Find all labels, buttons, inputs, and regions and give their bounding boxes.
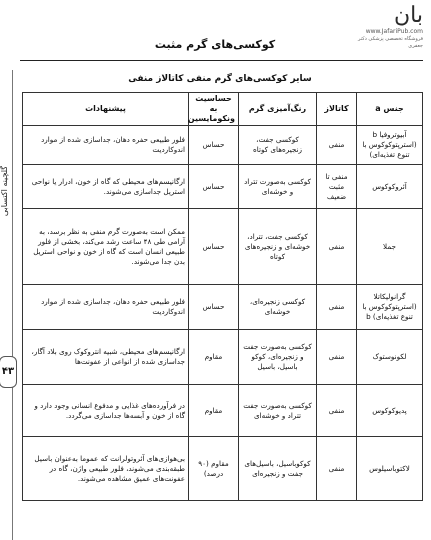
cell-genus: پدیوکوکوس — [357, 385, 423, 437]
cell-genus: آئروکوکوس — [357, 165, 423, 209]
cell-notes: بی‌هوازی‌های آئروتولرانت که عموما به‌عنوان باسیل طبقه‌بندی می‌شوند، فلور طبیعی واژن، گاه در عفونت‌های عمیق مشاهده می‌شوند. — [23, 437, 189, 501]
cell-gram: کوکسی جفت، تتراد، خوشه‌ای و زنجیره‌های کوتاه — [239, 209, 317, 285]
cell-gram: کوکسی به‌صورت جفت و زنجیره‌ای، کوکو باسیل، باسیل — [239, 330, 317, 385]
table-row — [23, 437, 423, 501]
cell-catalase: منفی — [317, 126, 357, 165]
cell-gram: کوکسی زنجیره‌ای، خوشه‌ای — [239, 285, 317, 330]
cell-catalase: منفی — [317, 437, 357, 501]
cell-catalase: منفی تا مثبت ضعیف — [317, 165, 357, 209]
cell-sensitivity: حساس — [189, 285, 239, 330]
table-header-row — [23, 93, 423, 126]
cell-notes: فلور طبیعی حفره دهان، جداسازی شده از موارد اندوکاردیت — [23, 285, 189, 330]
header-catalase: کاتالاز — [317, 93, 357, 126]
header-gram: رنگ‌آمیزی گرم — [239, 93, 317, 126]
table-row — [23, 330, 423, 385]
header-rule — [20, 60, 423, 61]
logo-url: www.JafariPub.com — [365, 28, 423, 35]
cell-genus: آبیوتروفیا b (استرپتوکوکوس با تنوع تغذیه‌ای) — [357, 126, 423, 165]
cell-genus: لکونوستوک — [357, 330, 423, 385]
header-sensitivity: حساسیت به ونکومایسین — [189, 93, 239, 126]
cell-notes: فلور طبیعی حفره دهان، جداسازی شده از موارد اندوکاردیت — [23, 126, 189, 165]
cell-sensitivity: حساس — [189, 126, 239, 165]
publisher-logo — [343, 4, 423, 48]
cell-catalase: منفی — [317, 285, 357, 330]
cell-sensitivity: حساس — [189, 209, 239, 285]
cell-sensitivity: مقاوم — [189, 385, 239, 437]
header-notes: پیشنهادات — [23, 93, 189, 126]
cell-sensitivity: مقاوم (۹۰ درصد) — [189, 437, 239, 501]
header-genus: جنس a — [357, 93, 423, 126]
cocci-table — [22, 92, 423, 501]
cell-genus: جملا — [357, 209, 423, 285]
table-row — [23, 209, 423, 285]
cell-gram: کوکوباسیل، باسیل‌های جفت و زنجیره‌ای — [239, 437, 317, 501]
cell-notes: ارگانیسم‌های محیطی که گاه از خون، ادرار یا نواحی استریل جداسازی می‌شوند. — [23, 165, 189, 209]
cell-notes: در فرآورده‌های غذایی و مدفوع انسانی وجود دارد و گاه از خون و آبسه‌ها جداسازی می‌گردد. — [23, 385, 189, 437]
page-header-title: کوکسی‌های گرم مثبت — [154, 38, 276, 51]
cell-sensitivity: مقاوم — [189, 330, 239, 385]
side-strip — [0, 70, 13, 540]
cell-catalase: منفی — [317, 385, 357, 437]
table-caption: سایر کوکسی‌های گرم منفی کاتالاز منفی — [128, 74, 312, 84]
logo-tagline: فروشگاه تخصصی پزشکی دکتر جعفری — [357, 36, 423, 49]
cell-genus: گرانولیکاتلا (استرپتوکوکوس با تنوع تغذیه‌ای) b — [357, 285, 423, 330]
cell-sensitivity: حساس — [189, 165, 239, 209]
side-book-title: گلچینه اکتسابی — [0, 165, 9, 217]
logo-mark: بان — [394, 3, 423, 28]
table-row — [23, 385, 423, 437]
cell-gram: کوکسی به‌صورت تتراد و خوشه‌ای — [239, 165, 317, 209]
cell-notes: ممکن است به‌صورت گرم منفی به نظر برسد، به آرامی طی ۴۸ ساعت رشد می‌کند، بخشی از فلور طبیعی انسان است که گاه از خون و نواحی استریل بدن جدا می‌شوند. — [23, 209, 189, 285]
cell-catalase: منفی — [317, 209, 357, 285]
cell-genus: لاکتوباسیلوس — [357, 437, 423, 501]
cell-catalase: منفی — [317, 330, 357, 385]
cell-notes: ارگانیسم‌های محیطی، شبیه انتروکوک روی بلاد آگار، جداسازی شده از انواعی از عفونت‌ها — [23, 330, 189, 385]
table-row — [23, 285, 423, 330]
table-row — [23, 165, 423, 209]
page-number: ۴۳ — [0, 356, 17, 388]
cell-gram: کوکسی به‌صورت جفت تتراد و خوشه‌ای — [239, 385, 317, 437]
table-row — [23, 126, 423, 165]
cell-gram: کوکسی جفت، زنجیره‌های کوتاه — [239, 126, 317, 165]
